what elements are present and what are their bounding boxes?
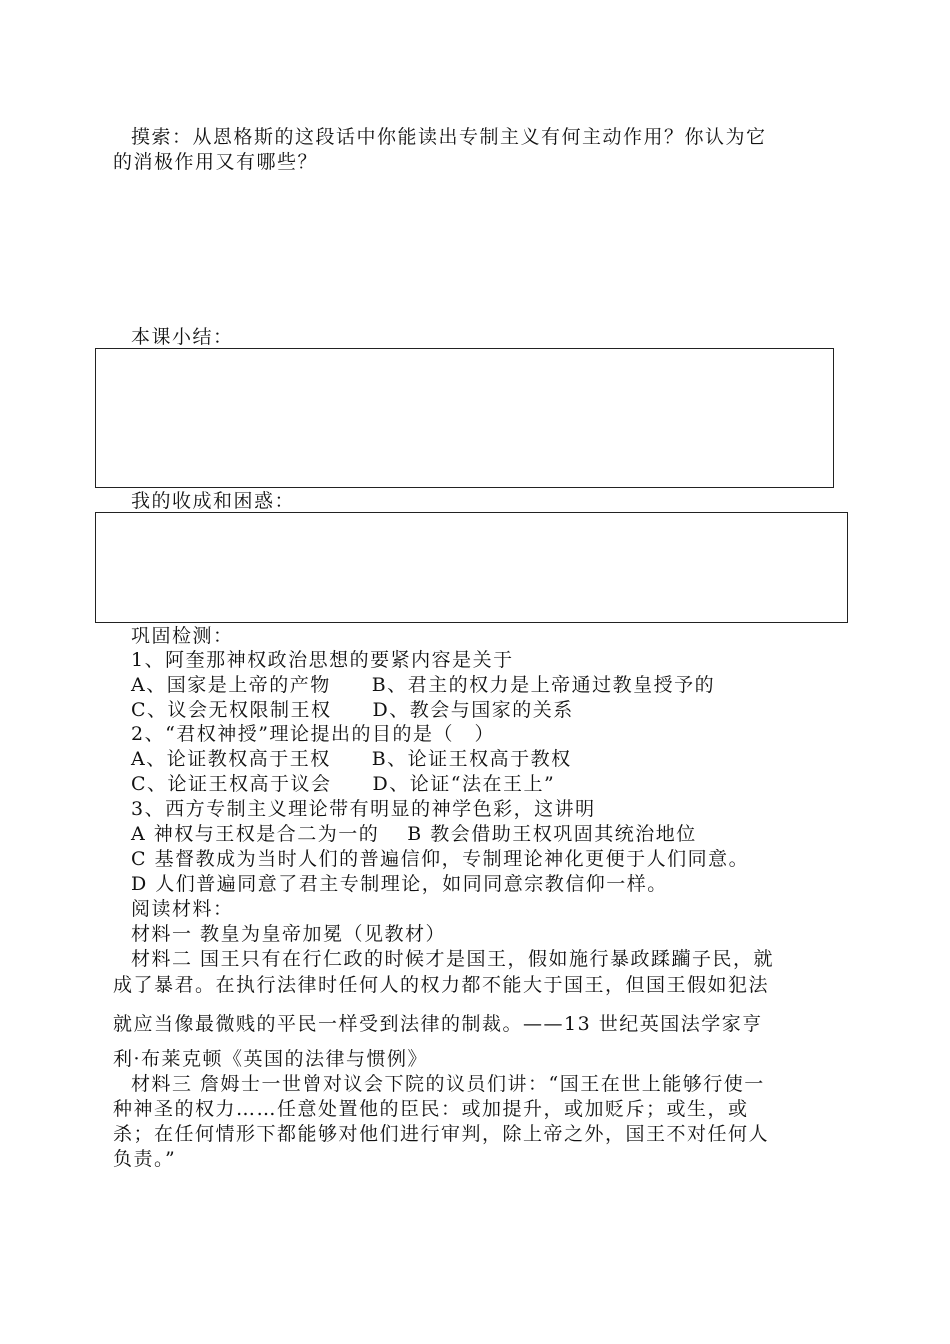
explore-line-1: 摸索：从恩格斯的这段话中你能读出专制主义有何主动作用？你认为它: [131, 126, 767, 148]
material-2-line-3: 就应当像最微贱的平民一样受到法律的制裁。——13 世纪英国法学家亨: [113, 1013, 763, 1035]
material-3-line-1: 材料三 詹姆士一世曾对议会下院的议员们讲：“国王在世上能够行使一: [131, 1073, 765, 1095]
reading-title: 阅读材料：: [131, 898, 234, 920]
gains-answer-box[interactable]: [95, 512, 848, 623]
summary-label: 本课小结：: [131, 326, 234, 348]
material-1: 材料一 教皇为皇帝加冕（见教材）: [131, 923, 447, 945]
explore-line-2: 的消极作用又有哪些？: [113, 151, 319, 173]
material-2-line-4: 利·布莱克顿《英国的法律与惯例》: [113, 1048, 429, 1070]
q2-options-ab: A、论证教权高于王权 B、论证王权高于教权: [131, 748, 572, 770]
q3-option-c: C 基督教成为当时人们的普遍信仰，专制理论神化更便于人们同意。: [131, 848, 750, 870]
material-3-line-3: 杀；在任何情形下都能够对他们进行审判，除上帝之外，国王不对任何人: [113, 1123, 770, 1145]
material-3-line-2: 种神圣的权力……任意处置他的臣民：或加提升，或加贬斥；或生，或: [113, 1098, 749, 1120]
q2-options-cd: C、论证王权高于议会 D、论证“法在王上”: [131, 773, 556, 795]
q1-options-ab: A、国家是上帝的产物 B、君主的权力是上帝通过教皇授予的: [131, 674, 716, 696]
quiz-title: 巩固检测：: [131, 625, 234, 647]
material-3-line-4: 负责。”: [113, 1148, 177, 1170]
q1-options-cd: C、议会无权限制王权 D、教会与国家的关系: [131, 699, 574, 721]
q1-stem: 1、阿奎那神权政治思想的要紧内容是关于: [131, 649, 514, 671]
q3-options-ab: A 神权与王权是合二为一的 B 教会借助王权巩固其统治地位: [131, 823, 697, 845]
gains-label: 我的收成和困惑：: [131, 490, 296, 512]
material-2-line-1: 材料二 国王只有在行仁政的时候才是国王，假如施行暴政蹂躏子民，就: [131, 948, 775, 970]
q3-stem: 3、西方专制主义理论带有明显的神学色彩，这讲明: [131, 798, 596, 820]
q3-option-d: D 人们普遍同意了君主专制理论，如同同意宗教信仰一样。: [131, 873, 668, 895]
material-2-line-2: 成了暴君。在执行法律时任何人的权力都不能大于国王，但国王假如犯法: [113, 974, 770, 996]
q2-stem: 2、“君权神授”理论提出的目的是（ ）: [131, 723, 496, 745]
summary-answer-box[interactable]: [95, 348, 834, 488]
